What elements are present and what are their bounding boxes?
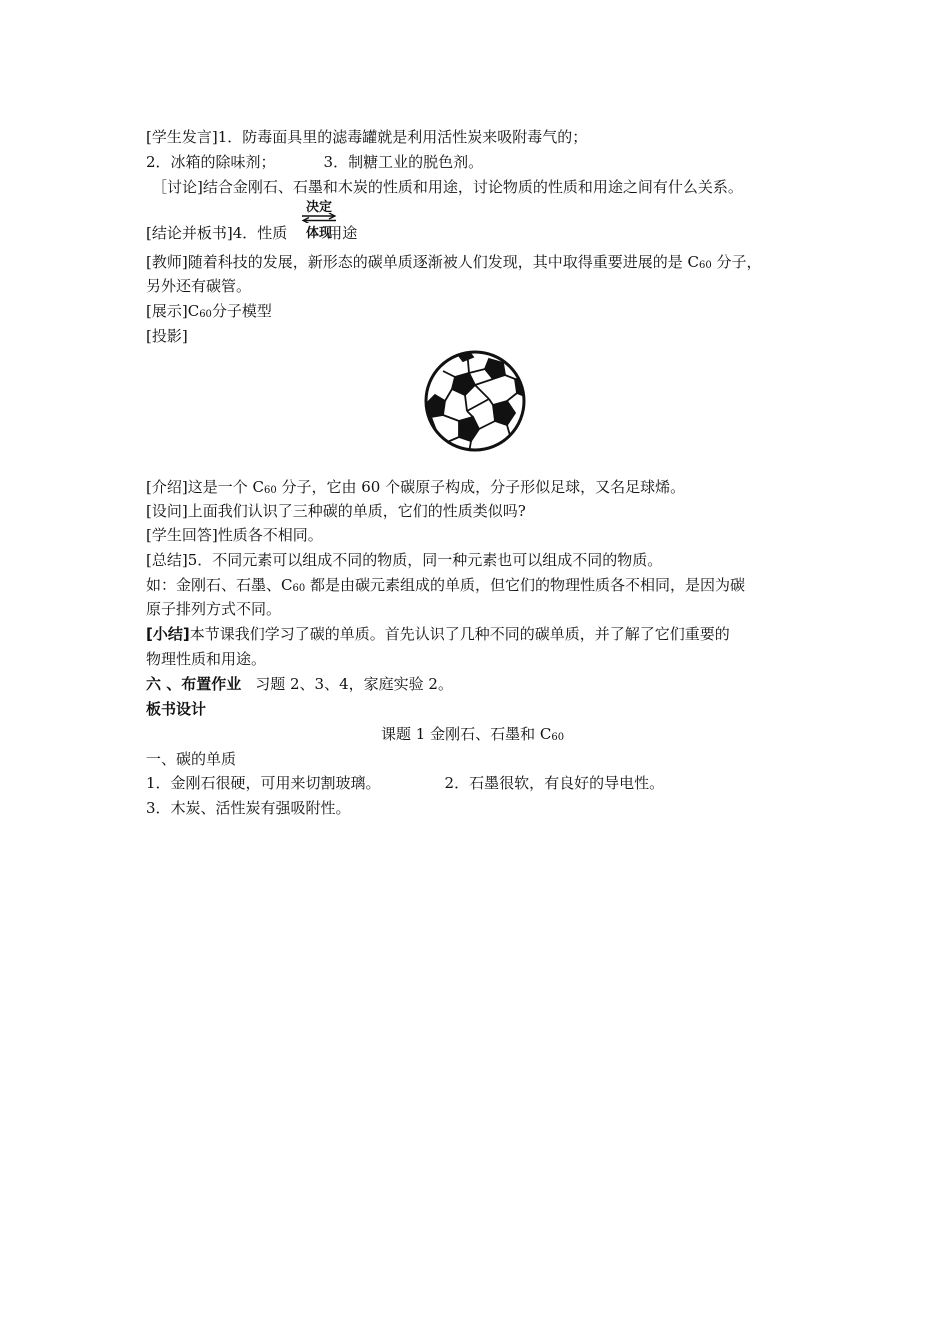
text: 2．冰箱的除味剂；: [146, 153, 276, 171]
line-question: [146, 500, 526, 522]
text: 2．石墨很软，有良好的导电性。: [444, 774, 665, 792]
line-homework: [146, 673, 453, 695]
line-lesson-title: [381, 723, 564, 748]
text: 都是由碳元素组成的单质，但它们的物理性质各不相同，是因为碳: [305, 576, 745, 594]
text: 物理性质和用途。: [146, 650, 267, 668]
text: [学生发言]1．防毒面具里的滤毒罐就是利用活性炭来吸附毒气的；: [146, 128, 588, 146]
line-uses: [146, 151, 483, 173]
line-show: [146, 300, 272, 325]
text: 原子排列方式不同。: [146, 600, 282, 618]
text: ［讨论]结合金刚石、石墨和木炭的性质和用途，讨论物质的性质和用途之间有什么关系。: [152, 178, 743, 196]
section-heading: 六 、布置作业: [146, 675, 242, 693]
determine-reflect-arrows: [300, 196, 338, 242]
text: 习题 2、3、4，家庭实验 2。: [255, 675, 453, 693]
line-projection: [146, 325, 188, 347]
text: [介绍]这是一个 C: [146, 478, 264, 496]
text: 3．木炭、活性炭有强吸附性。: [146, 799, 351, 817]
line-carbon-elements: [146, 748, 236, 770]
subscript: 60: [292, 583, 306, 594]
line-example: [146, 574, 745, 599]
line-example-cont: [146, 598, 281, 620]
line-introduction: [146, 476, 685, 501]
text: 如：金刚石、石墨、C: [146, 576, 293, 594]
line-teacher-cont: [146, 275, 251, 297]
text: 分子，: [711, 253, 762, 271]
line-summary: [146, 549, 662, 571]
arrow-label-bottom: 体现: [305, 226, 332, 241]
text: 分子，它由 60 个碳原子构成，分子形似足球，又名足球烯。: [276, 478, 686, 496]
text: 3．制糖工业的脱色剂。: [323, 153, 484, 171]
soccer-ball-icon: [423, 349, 527, 457]
text: [教师]随着科技的发展，新形态的碳单质逐渐被人们发现，其中取得重要进展的是 C: [146, 253, 699, 271]
text: 分子模型: [211, 302, 272, 320]
text: 一、碳的单质: [146, 750, 237, 768]
text: 本节课我们学习了碳的单质。首先认识了几种不同的碳单质，并了解了它们重要的: [189, 625, 730, 643]
text: [小结]: [146, 625, 190, 643]
line-brief-summary-cont: [146, 648, 266, 670]
text: [投影]: [146, 327, 188, 345]
line-student-statement: [146, 126, 587, 148]
text: [结论并板书]4．性质: [146, 224, 288, 242]
line-discussion: [152, 176, 743, 198]
line-brief-summary: [146, 623, 730, 645]
text: 另外还有碳管。: [146, 277, 252, 295]
subscript: 60: [698, 260, 712, 271]
line-charcoal: [146, 797, 351, 819]
text: [设问]上面我们认识了三种碳的单质，它们的性质类似吗?: [146, 502, 526, 520]
text: 课题 1 金刚石、石墨和 C: [381, 725, 552, 743]
subscript: 60: [199, 309, 212, 320]
text: 1．金刚石很硬，可用来切割玻璃。: [146, 774, 381, 792]
text: [展示]C: [146, 302, 200, 320]
text: 用途: [327, 224, 358, 242]
subscript: 60: [551, 732, 565, 743]
text: [总结]5．不同元素可以组成不同的物质，同一种元素也可以组成不同的物质。: [146, 551, 663, 569]
subscript: 60: [263, 485, 277, 496]
section-heading: 板书设计: [146, 700, 207, 718]
arrow-label-top: 决定: [305, 200, 332, 215]
line-teacher: [146, 251, 761, 276]
line-board-design: [146, 698, 206, 720]
text: [学生回答]性质各不相同。: [146, 526, 323, 544]
line-student-answer: [146, 524, 323, 546]
line-diamond-graphite: [146, 772, 664, 794]
